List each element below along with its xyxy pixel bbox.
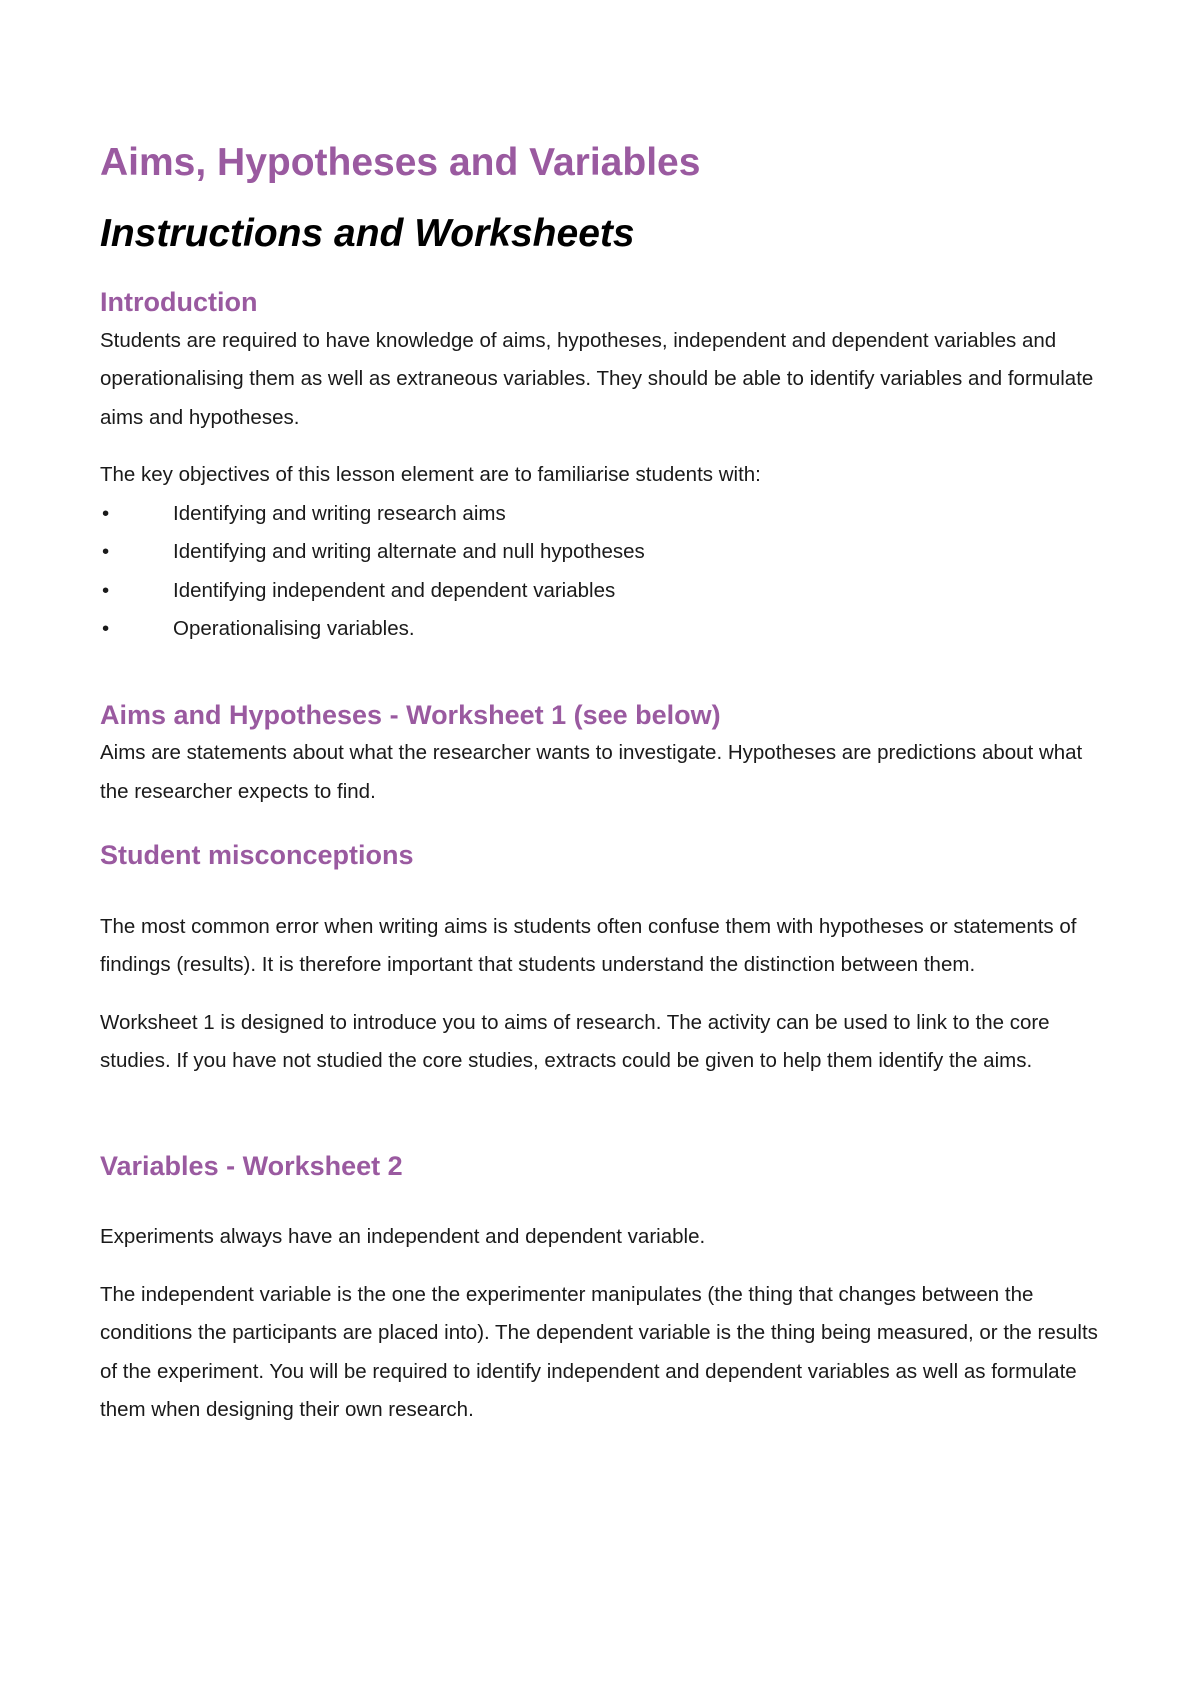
variables-heading: Variables - Worksheet 2 <box>100 1150 403 1181</box>
bullet-icon: • <box>102 617 110 641</box>
bullet-icon: • <box>102 501 110 525</box>
introduction-heading: Introduction <box>100 286 258 317</box>
aims-hypotheses-section <box>100 699 1100 811</box>
variables-paragraph-1: Experiments always have an independent and dependent variable. <box>100 1225 706 1249</box>
list-item <box>100 533 1100 572</box>
objective-text: Operationalising variables. <box>173 617 415 641</box>
objective-text: Identifying independent and dependent variables <box>173 578 616 602</box>
document-body <box>100 140 1100 1430</box>
misconceptions-section <box>100 839 1100 1080</box>
introduction-section <box>100 286 1100 649</box>
objectives-list <box>100 495 1100 649</box>
introduction-paragraph: Students are required to have knowledge of aims, hypotheses, independent and dependent variables and operationalising them as well as extraneous variables. They should be able to identify variables and formulate aims and hypotheses. <box>100 328 1094 429</box>
aims-hypotheses-heading: Aims and Hypotheses - Worksheet 1 (see below) <box>100 699 721 730</box>
misconceptions-paragraph: The most common error when writing aims is students often confuse them with hypotheses or statements of findings (results). It is therefore important that students understand the distinction between them. <box>100 914 1077 977</box>
aims-hypotheses-paragraph: Aims are statements about what the researcher wants to investigate. Hypotheses are predictions about what the researcher expects to find. <box>100 741 1083 803</box>
list-item <box>100 610 1100 649</box>
document-subtitle: Instructions and Worksheets <box>100 211 635 255</box>
objective-text: Identifying and writing research aims <box>173 501 506 525</box>
list-item <box>100 495 1100 534</box>
document-title: Aims, Hypotheses and Variables <box>100 141 701 184</box>
bullet-icon: • <box>102 540 110 564</box>
objective-text: Identifying and writing alternate and null hypotheses <box>173 540 645 564</box>
bullet-icon: • <box>102 578 110 602</box>
worksheet1-paragraph: Worksheet 1 is designed to introduce you to aims of research. The activity can be used to link to the core studies. If you have not studied the core studies, extracts could be given to help them identify the aims. <box>100 1010 1050 1073</box>
variables-paragraph-2: The independent variable is the one the experimenter manipulates (the thing that changes between the conditions the participants are placed into). The dependent variable is the thing being measured, or the results of the experiment. You will be required to identify independent and dependent variables as well as formulate them when designing their own research. <box>100 1282 1098 1422</box>
variables-section <box>100 1150 1100 1430</box>
list-item <box>100 572 1100 611</box>
misconceptions-heading: Student misconceptions <box>100 840 414 871</box>
objectives-lead: The key objectives of this lesson element are to familiarise students with: <box>100 463 761 487</box>
